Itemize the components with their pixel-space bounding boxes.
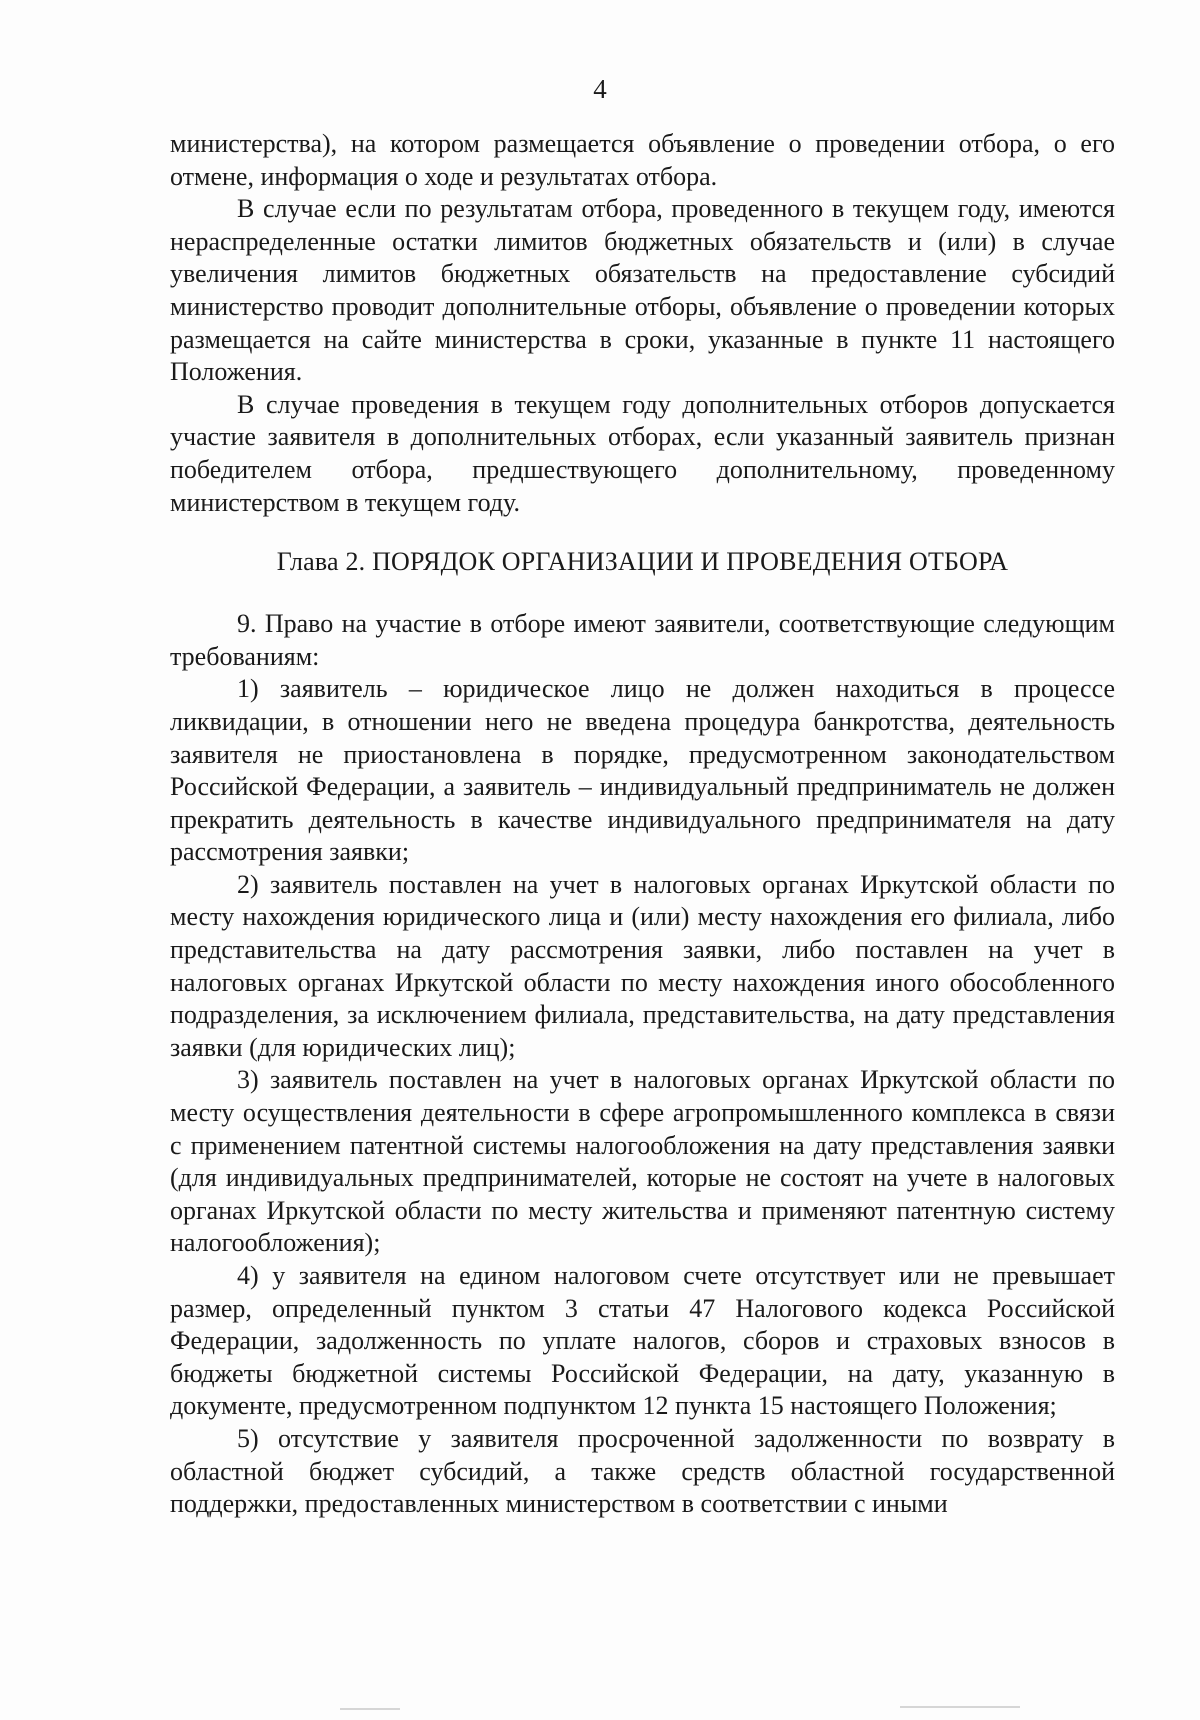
requirement-2: 2) заявитель поставлен на учет в налоговых органах Иркутской области по месту нахождения юридического лица и (или) месту нахождения его филиала, либо представительства на дату рассмотрения заявки, либо поставлен на учет в налоговых органах Иркутской области по месту нахождения иного обособленного подразделения, за исключением филиала, представительства, на дату представления заявки (для юридических лиц); — [170, 869, 1115, 1062]
paragraph-participation: В случае проведения в текущем году дополнительных отборов допускается участие заявителя в дополнительных отборах, если указанный заявитель признан победителем отбора, предшествующего дополнительному, проведенному министерством в текущем году. — [170, 389, 1115, 517]
chapter-heading: Глава 2. ПОРЯДОК ОРГАНИЗАЦИИ И ПРОВЕДЕНИЯ ОТБОРА — [276, 547, 1009, 577]
document-body — [170, 128, 1115, 1521]
paragraph-continuation: министерства), на котором размещается объявление о проведении отбора, о его отмене, информация о ходе и результатах отбора. — [170, 129, 1115, 191]
clause-9: 9. Право на участие в отборе имеют заявители, соответствующие следующим требованиям: — [170, 609, 1115, 671]
requirement-4: 4) у заявителя на едином налоговом счете отсутствует или не превышает размер, определенный пунктом 3 статьи 47 Налогового кодекса Российской Федерации, задолженность по уплате налогов, сборов и страховых взносов в бюджеты бюджетной системы Российской Федерации, на дату, указанную в документе, предусмотренном подпунктом 12 пункта 15 настоящего Положения; — [170, 1261, 1115, 1421]
scan-artifact — [340, 1708, 400, 1710]
scan-artifact — [900, 1706, 1020, 1708]
requirement-1: 1) заявитель – юридическое лицо не должен находиться в процессе ликвидации, в отношении него не введена процедура банкротства, деятельность заявителя не приостановлена в порядке, предусмотренном законодательством Российской Федерации, а заявитель – индивидуальный предприниматель не должен прекратить деятельность в качестве индивидуального предпринимателя на дату рассмотрения заявки; — [170, 674, 1115, 867]
page-number: 4 — [593, 74, 607, 104]
requirement-3: 3) заявитель поставлен на учет в налоговых органах Иркутской области по месту осуществления деятельности в сфере агропромышленного комплекса в связи с применением патентной системы налогообложения на дату представления заявки (для индивидуальных предпринимателей, которые не состоят на учете в налоговых органах Иркутской области по месту жительства и применяют патентную систему налогообложения); — [170, 1065, 1115, 1258]
requirement-5: 5) отсутствие у заявителя просроченной задолженности по возврату в областной бюджет субсидий, а также средств областной государственной поддержки, предоставленных министерством в соответствии с иными — [170, 1423, 1115, 1519]
paragraph-additional-selections: В случае если по результатам отбора, проведенного в текущем году, имеются нераспределенные остатки лимитов бюджетных обязательств и (или) в случае увеличения лимитов бюджетных обязательств на предоставление субсидий министерство проводит дополнительные отборы, объявление о проведении которых размещается на сайте министерства в сроки, указанные в пункте 11 настоящего Положения. — [170, 194, 1115, 387]
